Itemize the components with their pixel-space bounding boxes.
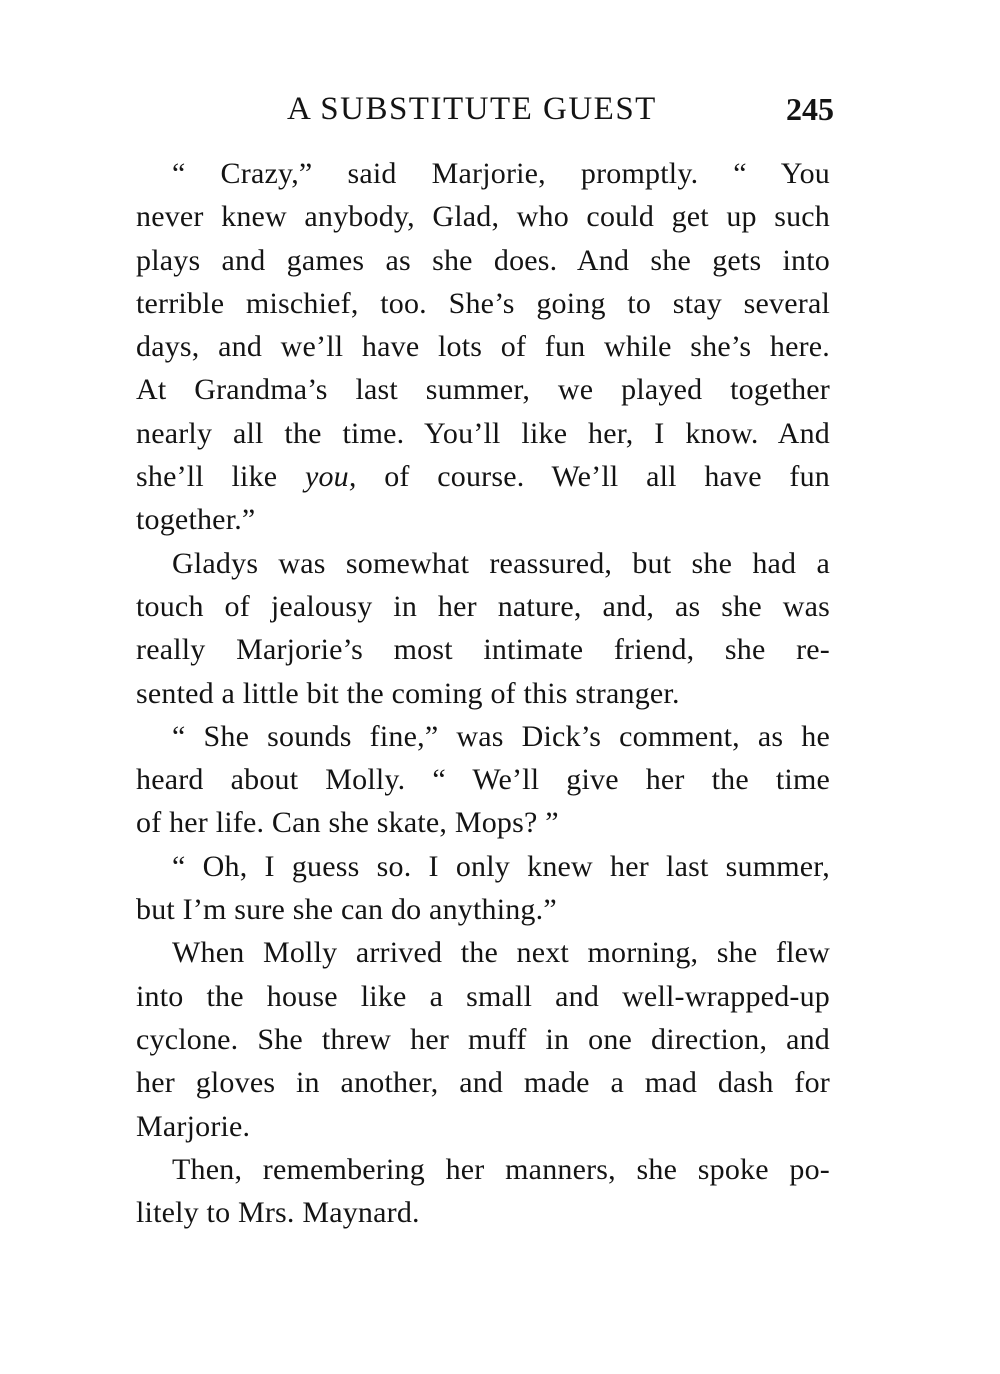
text-line: Marjorie. — [136, 1109, 251, 1143]
text-line: but I’m sure she can do anything.” — [136, 893, 557, 927]
text-line: touch of jealousy in her nature, and, as she was — [136, 589, 830, 623]
paragraph — [136, 152, 830, 542]
text-line: days, and we’ll have lots of fun while she’s here. — [136, 330, 830, 364]
text-line: nearly all the time. You’ll like her, I know. And — [136, 416, 830, 450]
text-line: into the house like a small and well-wrapped-up — [136, 979, 830, 1013]
text-line: sented a little bit the coming of this stranger. — [136, 676, 680, 710]
text-line: plays and games as she does. And she gets into — [136, 243, 830, 277]
text-line: “ Oh, I guess so. I only knew her last summer, — [172, 849, 830, 883]
text-line: Then, remembering her manners, she spoke po- — [172, 1152, 830, 1186]
running-head — [0, 84, 1000, 134]
paragraph — [136, 542, 830, 715]
text-line: When Molly arrived the next morning, she flew — [172, 936, 830, 970]
chapter-title: A SUBSTITUTE GUEST — [287, 91, 657, 127]
page-number: 245 — [786, 91, 834, 127]
text-line: heard about Molly. “ We’ll give her the time — [136, 763, 830, 797]
text-line: cyclone. She threw her muff in one direction, and — [136, 1022, 830, 1056]
text-line: “ Crazy,” said Marjorie, promptly. “ You — [172, 157, 830, 190]
text-line — [136, 455, 830, 498]
text-line: of her life. Can she skate, Mops? ” — [136, 806, 559, 840]
text-line: her gloves in another, and made a mad dash for — [136, 1066, 830, 1100]
paragraph — [136, 931, 830, 1147]
text-line: litely to Mrs. Maynard. — [136, 1196, 420, 1230]
text-line: really Marjorie’s most intimate friend, she re- — [136, 633, 830, 667]
text-segment: she’ll like — [136, 460, 305, 494]
text-line: Gladys was somewhat reassured, but she had a — [172, 546, 830, 580]
text-line: “ She sounds fine,” was Dick’s comment, as he — [172, 719, 830, 753]
text-line: At Grandma’s last summer, we played together — [136, 373, 830, 407]
text-line: never knew anybody, Glad, who could get up such — [136, 200, 830, 234]
paragraph — [136, 715, 830, 845]
paragraph — [136, 1148, 830, 1235]
text-line: terrible mischief, too. She’s going to stay several — [136, 286, 830, 320]
body-text — [136, 152, 830, 1234]
text-line: together.” — [136, 503, 256, 537]
text-segment: of course. We’ll all have fun — [356, 460, 830, 494]
paragraph — [136, 845, 830, 932]
emphasized-word: you, — [304, 460, 357, 494]
